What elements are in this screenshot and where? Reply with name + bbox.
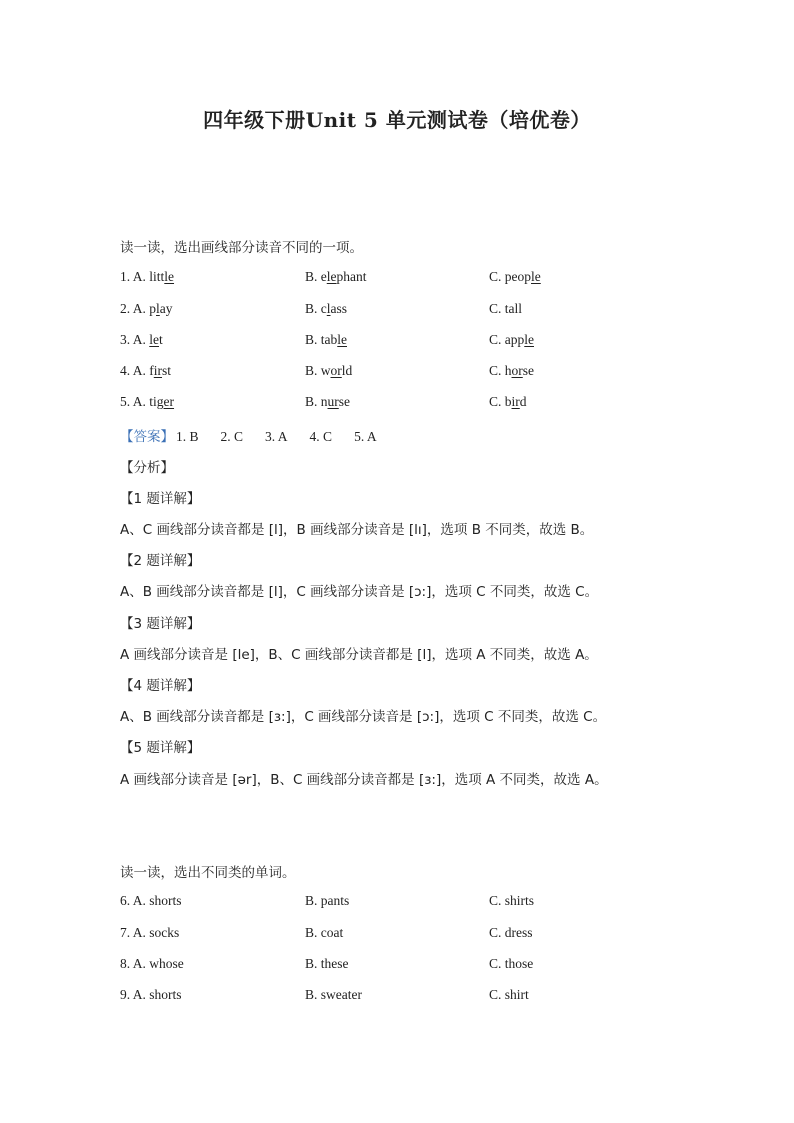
detail-1-text: A、C 画线部分读音都是 [l]，B 画线部分读音是 [lı]，选项 B 不同类，故选 B。 — [120, 522, 594, 538]
question-row — [120, 332, 680, 352]
option-c — [489, 394, 527, 410]
option-text: phant — [336, 269, 367, 284]
underlined-part: or — [511, 363, 523, 378]
option-a — [120, 394, 174, 410]
underlined-part: ir — [153, 363, 163, 378]
underlined-part: le — [326, 269, 337, 284]
option-text: B. these — [305, 956, 349, 971]
option-text: se — [338, 394, 351, 409]
option-b — [305, 301, 347, 317]
answer-3: 3. A — [265, 429, 288, 444]
option-text: st — [162, 363, 172, 378]
option-text: A. — [132, 332, 150, 347]
option-text: C. shirt — [489, 987, 529, 1002]
question-number: 1. — [120, 269, 131, 284]
question-number: 8. — [120, 956, 131, 971]
option-text: C. h — [489, 363, 512, 378]
question-number: 3. — [120, 332, 131, 347]
option-a — [120, 956, 184, 972]
detail-4-text: A、B 画线部分读音都是 [ɜ:]，C 画线部分读音是 [ɔ:]，选项 C 不同类，故选 C。 — [120, 709, 607, 725]
question-number: 2. — [120, 301, 131, 316]
option-a — [120, 363, 171, 379]
option-text: B. sweater — [305, 987, 362, 1002]
option-c — [489, 269, 541, 285]
question-number: 7. — [120, 925, 131, 940]
detail-1-heading: 【1 题详解】 — [120, 491, 201, 507]
option-text: A. p — [132, 301, 157, 316]
option-text: A. whose — [132, 956, 184, 971]
option-a — [120, 987, 182, 1003]
option-text: se — [522, 363, 535, 378]
answer-5: 5. A — [354, 429, 377, 444]
underlined-part: ur — [327, 394, 339, 409]
detail-3-heading: 【3 题详解】 — [120, 616, 201, 632]
question-row — [120, 987, 680, 1007]
option-c — [489, 956, 533, 972]
section1-instruction: 读一读，选出画线部分读音不同的一项。 — [120, 240, 363, 256]
answer-2: 2. C — [220, 429, 244, 444]
option-a — [120, 269, 174, 285]
option-text: B. coat — [305, 925, 344, 940]
underlined-part: le — [524, 332, 534, 347]
question-number: 5. — [120, 394, 131, 409]
option-c — [489, 363, 534, 379]
option-a — [120, 332, 163, 348]
option-text: C. tall — [489, 301, 522, 316]
option-text: A. shorts — [132, 987, 182, 1002]
question-row — [120, 363, 680, 383]
option-text: C. app — [489, 332, 525, 347]
option-c — [489, 301, 522, 317]
detail-2-text: A、B 画线部分读音都是 [l]，C 画线部分读音是 [ɔ:]，选项 C 不同类，故选 C。 — [120, 584, 599, 600]
answer-row — [120, 425, 399, 445]
option-text: C. b — [489, 394, 512, 409]
answer-label: 【答案】 — [120, 429, 174, 445]
detail-4-heading: 【4 题详解】 — [120, 678, 201, 694]
question-number: 6. — [120, 893, 131, 908]
option-a — [120, 893, 182, 909]
question-row — [120, 925, 680, 945]
option-text: ld — [341, 363, 353, 378]
option-text: C. those — [489, 956, 534, 971]
option-c — [489, 987, 529, 1003]
option-b — [305, 363, 352, 379]
answer-1: 1. B — [176, 429, 199, 444]
option-c — [489, 893, 534, 909]
option-c — [489, 925, 533, 941]
option-b — [305, 332, 347, 348]
question-number: 4. — [120, 363, 131, 378]
section2-instruction: 读一读，选出不同类的单词。 — [120, 865, 296, 881]
underlined-part: or — [330, 363, 342, 378]
detail-3-text: A 画线部分读音是 [le]，B、C 画线部分读音都是 [l]，选项 A 不同类，故选 A。 — [120, 647, 598, 663]
option-text: t — [159, 332, 163, 347]
question-row — [120, 956, 680, 976]
option-text: A. litt — [132, 269, 165, 284]
option-text: B. pants — [305, 893, 350, 908]
option-a — [120, 301, 173, 317]
underlined-part: le — [164, 269, 175, 284]
option-text: B. c — [305, 301, 327, 316]
option-c — [489, 332, 534, 348]
option-b — [305, 394, 350, 410]
underlined-part: er — [163, 394, 175, 409]
option-text: d — [519, 394, 527, 409]
option-text: ay — [159, 301, 173, 316]
question-number: 9. — [120, 987, 131, 1002]
underlined-part: ir — [511, 394, 520, 409]
option-a — [120, 925, 179, 941]
underlined-part: le — [531, 269, 541, 284]
detail-2-heading: 【2 题详解】 — [120, 553, 201, 569]
option-text: B. e — [305, 269, 327, 284]
question-row — [120, 394, 680, 414]
question-row — [120, 301, 680, 321]
option-text: A. f — [132, 363, 154, 378]
option-text: B. w — [305, 363, 331, 378]
option-b — [305, 925, 343, 941]
option-text: B. n — [305, 394, 328, 409]
underlined-part: le — [337, 332, 347, 347]
page-title: 四年级下册Unit 5 单元测试卷（培优卷） — [203, 108, 591, 132]
option-text: B. tab — [305, 332, 338, 347]
option-text: C. dress — [489, 925, 533, 940]
analysis-heading: 【分析】 — [120, 460, 174, 476]
underlined-part: le — [149, 332, 160, 347]
option-text: A. socks — [132, 925, 180, 940]
underlined-part: l — [326, 301, 331, 316]
option-text: ass — [330, 301, 348, 316]
option-b — [305, 956, 349, 972]
question-row — [120, 269, 680, 289]
option-text: A. shorts — [132, 893, 182, 908]
option-b — [305, 269, 367, 285]
detail-5-text: A 画线部分读音是 [ər]，B、C 画线部分读音都是 [ɜ:]，选项 A 不同类，故选 A。 — [120, 772, 608, 788]
option-text: C. shirts — [489, 893, 535, 908]
underlined-part: l — [156, 301, 160, 316]
option-b — [305, 893, 349, 909]
option-b — [305, 987, 362, 1003]
detail-5-heading: 【5 题详解】 — [120, 740, 201, 756]
question-row — [120, 893, 680, 913]
option-text: A. tig — [132, 394, 164, 409]
answer-4: 4. C — [309, 429, 333, 444]
option-text: C. peop — [489, 269, 531, 284]
